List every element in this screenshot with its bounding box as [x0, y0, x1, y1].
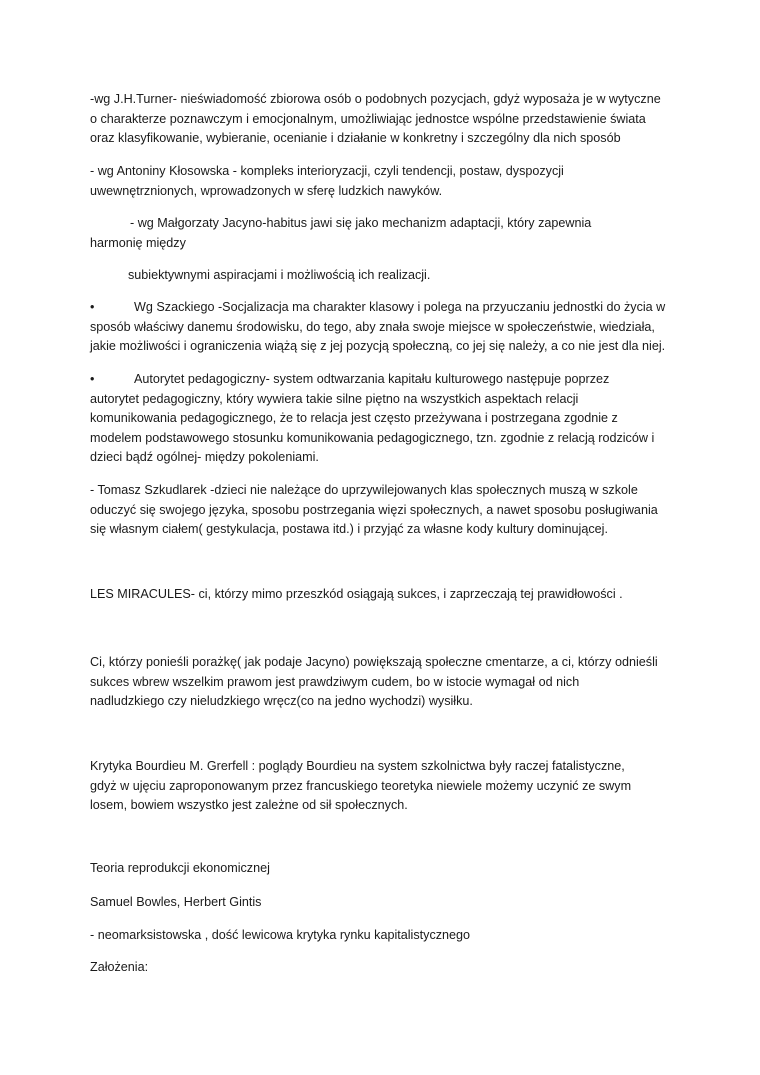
text-line: subiektywnymi aspiracjami i możliwością ich realizacji.: [128, 268, 431, 282]
text-line: gdyż w ujęciu zaproponowanym przez francuskiego teoretyka niewiele możemy uczynić ze swym: [90, 778, 632, 793]
bullet-icon: •: [90, 300, 95, 314]
text-line: Założenia:: [90, 960, 149, 974]
text-line: oraz klasyfikowanie, wybieranie, ocenianie i działanie w konkretny i szczególny dla nich sposób: [90, 131, 621, 146]
paragraph-krytyka: [90, 757, 631, 816]
text-line: uwewnętrznionych, wprowadzonych w sferę ludzkich nawyków.: [90, 183, 443, 198]
text-line: jakie możliwości i ograniczenia wiążą się z jej pozycją społeczną, co jej się należy, a co nie jest dla niej.: [90, 339, 666, 354]
bullet-paragraph-autorytet: [90, 370, 654, 468]
text-line: Ci, którzy ponieśli porażkę( jak podaje Jacyno) powiększają społeczne cmentarze, a ci, którzy odnieśli: [90, 655, 658, 669]
text-line: harmonię między: [90, 235, 186, 250]
paragraph-miracules: [90, 585, 623, 605]
text-line: komunikowania pedagogicznego, że to relacja jest często przeżywana i postrzegana zgodnie z: [90, 411, 618, 426]
text-line: Samuel Bowles, Herbert Gintis: [90, 895, 262, 909]
text-line: autorytet pedagogiczny, który wywiera takie silne piętno na wszystkich aspektach relacji: [90, 391, 579, 406]
text-line: sposób właściwy danemu środowisku, do tego, aby znała swoje miejsce w społeczeństwie, wiedziała,: [90, 319, 655, 334]
bullet-icon: •: [90, 372, 95, 386]
text-line: - wg Antoniny Kłosowska - kompleks interioryzacji, czyli tendencji, postaw, dyspozycji: [90, 164, 564, 178]
text-line: o charakterze poznawczym i emocjonalnym, umożliwiając jednostce wspólne przedstawienie świata: [90, 111, 646, 126]
text-line: modelem podstawowego stosunku komunikowania pedagogicznego, tzn. zgodnie z relacją rodziców i: [90, 430, 655, 445]
text-line: dzieci bądź ogólnej- między pokoleniami.: [90, 450, 319, 465]
paragraph-turner: [90, 90, 661, 149]
text-line: - Tomasz Szkudlarek -dzieci nie należące do uprzywilejowanych klas społecznych muszą w szkole: [90, 483, 638, 497]
text-line: LES MIRACULES- ci, którzy mimo przeszkód osiągają sukces, i zaprzeczają tej prawidłowości .: [90, 587, 623, 601]
text-line: - wg Małgorzaty Jacyno-habitus jawi się jako mechanizm adaptacji, który zapewnia: [130, 216, 592, 230]
paragraph-jacyno: [90, 214, 591, 253]
bullet-paragraph-szacki: [90, 298, 665, 357]
text-line: nadludzkiego czy nieludzkiego wręcz(co na jedno wychodzi) wysiłku.: [90, 694, 473, 709]
text-line: sukces wbrew wszelkim prawom jest prawdziwym cudem, bo w istocie wymagał od nich: [90, 674, 580, 689]
text-line: - neomarksistowska , dość lewicowa krytyka rynku kapitalistycznego: [90, 928, 471, 942]
text-line: Teoria reprodukcji ekonomicznej: [90, 861, 270, 875]
paragraph-porazka: [90, 653, 658, 712]
paragraph-klosowska: [90, 162, 564, 201]
heading-teoria: [90, 859, 270, 879]
text-line: losem, bowiem wszystko jest zależne od sił społecznych.: [90, 798, 408, 813]
text-line: Krytyka Bourdieu M. Grerfell : poglądy Bourdieu na system szkolnictwa były raczej fatalistyczne,: [90, 759, 625, 773]
paragraph-zalozenia: [90, 958, 148, 978]
text-line: -wg J.H.Turner- nieświadomość zbiorowa osób o podobnych pozycjach, gdyż wyposaża je w wytyczne: [90, 92, 661, 106]
text-line: oduczyć się swojego języka, sposobu postrzegania więzi społecznych, a nawet sposobu posługiwania: [90, 502, 658, 517]
text-line: Autorytet pedagogiczny- system odtwarzania kapitału kulturowego następuje poprzez: [134, 372, 610, 386]
paragraph-neomarks: [90, 926, 470, 946]
paragraph-szkudlarek: [90, 481, 658, 540]
paragraph-jacyno-cont: [90, 266, 430, 286]
text-line: Wg Szackiego -Socjalizacja ma charakter klasowy i polega na przyuczaniu jednostki do życia w: [134, 300, 666, 314]
paragraph-autorzy: [90, 893, 261, 913]
text-line: się własnym ciałem( gestykulacja, postawa itd.) i przyjąć za własne kody kultury dominującej.: [90, 522, 608, 537]
